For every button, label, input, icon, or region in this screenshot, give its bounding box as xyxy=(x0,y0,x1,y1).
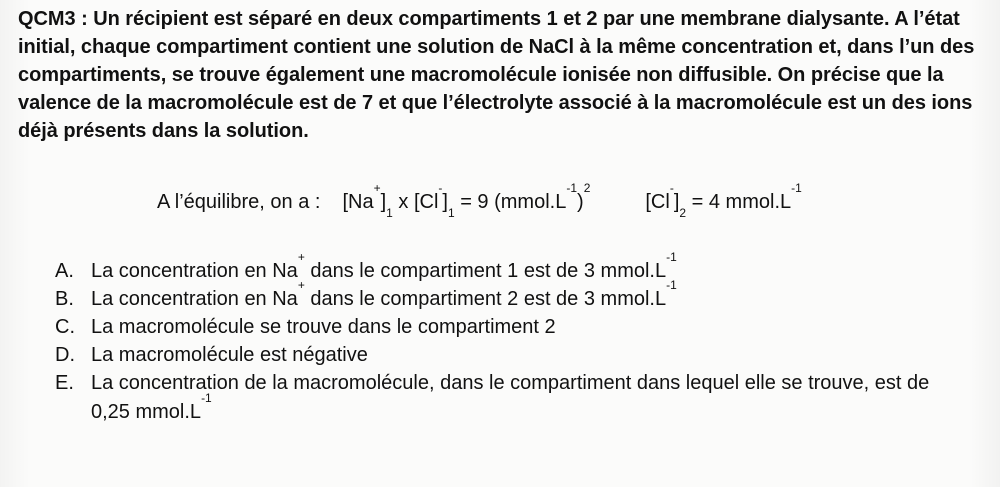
answer-text-before: La concentration en Na xyxy=(91,260,298,282)
unit-exponent: -1 xyxy=(201,391,212,406)
product-close: ) xyxy=(577,191,584,213)
sodium-charge: + xyxy=(297,250,305,265)
question-block xyxy=(18,5,988,145)
chloride-prefix: [Cl xyxy=(645,191,670,213)
product-result: = 9 (mmol.L xyxy=(454,191,567,213)
answer-text-before: La concentration en Na xyxy=(91,288,298,310)
answer-a xyxy=(55,250,970,285)
chloride-concentration xyxy=(645,181,802,220)
chloride-charge: - xyxy=(438,181,443,196)
question-label: QCM3 : xyxy=(18,8,88,30)
unit-exponent: -1 xyxy=(791,181,802,196)
answer-letter: C. xyxy=(55,316,75,338)
product-bracket-2: ] xyxy=(442,191,448,213)
unit-exponent: -1 xyxy=(666,250,677,265)
answer-letter: B. xyxy=(55,288,74,310)
chloride-value: = 4 mmol.L xyxy=(686,191,792,213)
product-prefix: [Na xyxy=(342,191,374,213)
answer-letter: D. xyxy=(55,344,75,366)
answer-letter: A. xyxy=(55,260,74,282)
sodium-chloride-product xyxy=(342,181,591,220)
question-text: Un récipient est séparé en deux compartiments 1 et 2 par une membrane dialysante. A l’état initial, chaque compartiment contient une solution de NaCl à la même concentration et, dans l’un des compartiments, se trouve également une macromolécule ionisée non diffusible. On précise que la valence de la macromolécule est de 7 et que l’électrolyte associé à la macromolécule est un des ions déjà présents dans la solution. xyxy=(18,8,975,142)
answer-text: La macromolécule est négative xyxy=(91,344,368,366)
square-exponent: 2 xyxy=(583,181,591,196)
equilibrium-intro: A l’équilibre, on a : xyxy=(157,191,321,213)
answer-letter: E. xyxy=(55,372,74,394)
answer-text: La macromolécule se trouve dans le compartiment 2 xyxy=(91,316,556,338)
unit-exponent: -1 xyxy=(666,278,677,293)
answer-text-before: La concentration de la macromolécule, dans le compartiment dans lequel elle se trouve, est de 0,25 mmol.L xyxy=(91,372,930,423)
compartment-subscript: 2 xyxy=(679,206,687,220)
answer-text xyxy=(91,369,970,427)
equilibrium-line xyxy=(157,181,802,220)
answer-e xyxy=(55,369,970,427)
unit-exponent: -1 xyxy=(566,181,578,196)
answer-text-after: dans le compartiment 2 est de 3 mmol.L xyxy=(304,288,667,310)
product-middle: x [Cl xyxy=(392,191,439,213)
compartment-subscript-1: 1 xyxy=(386,206,393,220)
answer-b xyxy=(55,278,970,313)
sodium-charge: + xyxy=(373,181,381,196)
answer-text-after: dans le compartiment 1 est de 3 mmol.L xyxy=(304,260,667,282)
chloride-bracket: ] xyxy=(673,191,680,213)
answer-text xyxy=(91,250,970,285)
answer-text xyxy=(91,278,970,313)
answer-list xyxy=(55,250,970,427)
compartment-subscript-2: 1 xyxy=(447,206,455,220)
chloride-charge: - xyxy=(669,181,674,196)
product-bracket-1: ] xyxy=(380,191,387,213)
answer-c xyxy=(55,313,970,341)
answer-d xyxy=(55,341,970,369)
sodium-charge: + xyxy=(297,278,305,293)
